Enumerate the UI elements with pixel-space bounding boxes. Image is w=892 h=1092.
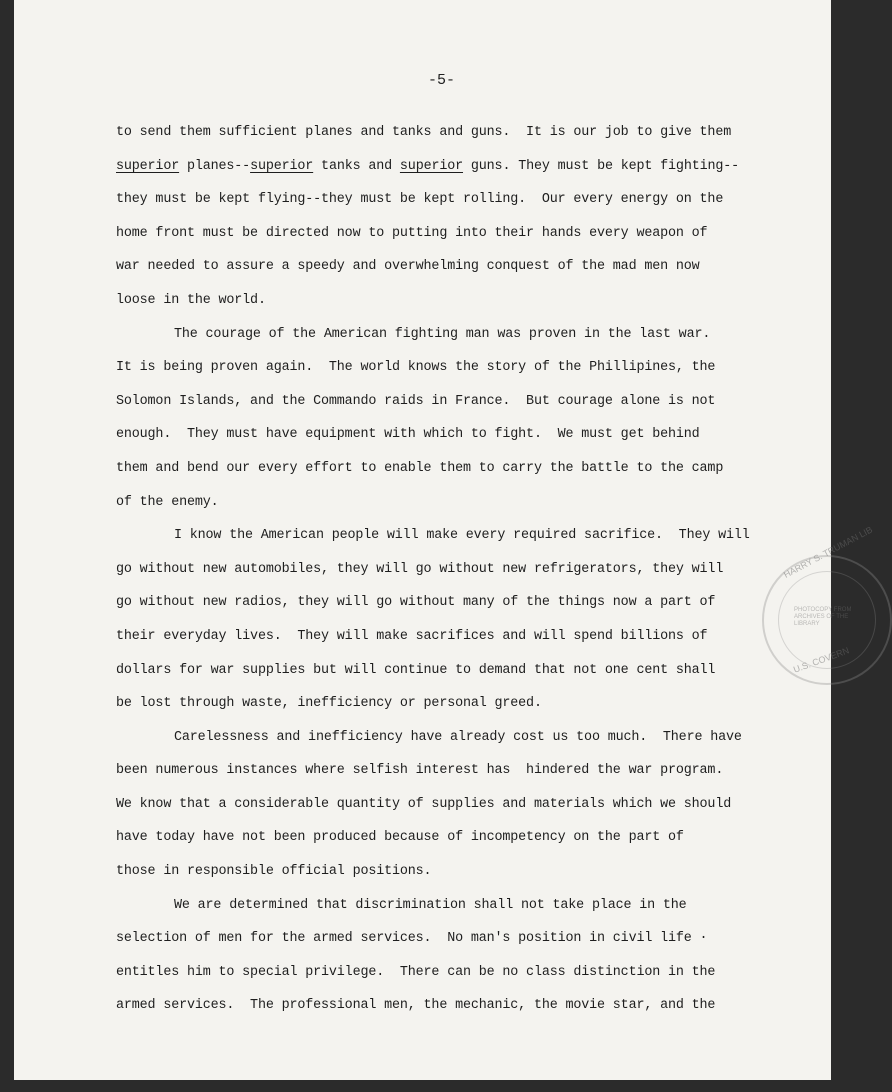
line-text: It is being proven again. The world knows the story of the Phillipines, the <box>116 360 716 376</box>
text-line <box>116 586 828 620</box>
line-text: guns. They must be kept fighting-- <box>463 158 740 174</box>
line-text: We are determined that discrimination shall not take place in the <box>174 897 687 913</box>
line-text: those in responsible official positions. <box>116 864 432 880</box>
text-line <box>116 116 828 150</box>
line-text: dollars for war supplies but will continue to demand that not one cent shall <box>116 662 716 678</box>
line-text: Carelessness and inefficiency have already cost us too much. There have <box>174 729 742 745</box>
stamp-bottom-text: U.S. COVERN <box>792 645 851 675</box>
text-line <box>116 956 828 990</box>
text-line <box>116 821 828 855</box>
text-line <box>116 620 828 654</box>
line-text: enough. They must have equipment with which to fight. We must get behind <box>116 427 700 443</box>
stamp-top-text: HARRY S. TRUMAN LIB <box>782 524 875 580</box>
line-text: planes-- <box>179 158 251 174</box>
line-text: armed services. The professional men, the mechanic, the movie star, and the <box>116 998 716 1014</box>
paragraph <box>116 721 828 889</box>
text-line <box>116 351 828 385</box>
underlined-word: superior <box>250 158 314 174</box>
paragraph <box>116 519 828 721</box>
line-text: war needed to assure a speedy and overwhelming conquest of the mad men now <box>116 259 700 275</box>
line-text: tanks and <box>313 158 400 174</box>
text-line <box>116 721 828 755</box>
text-line <box>116 855 828 889</box>
line-text: be lost through waste, inefficiency or personal greed. <box>116 696 542 712</box>
line-text: of the enemy. <box>116 494 219 510</box>
text-line <box>116 217 828 251</box>
line-text: entitles him to special privilege. There can be no class distinction in the <box>116 964 716 980</box>
text-line <box>116 452 828 486</box>
line-text: go without new automobiles, they will go without new refrigerators, they will <box>116 561 724 577</box>
text-line <box>116 183 828 217</box>
line-text: they must be kept flying--they must be kept rolling. Our every energy on the <box>116 192 724 208</box>
text-line <box>116 519 828 553</box>
line-text: selection of men for the armed services. No man's position in civil life · <box>116 931 708 947</box>
paragraph <box>116 318 828 520</box>
paragraph <box>116 889 828 1023</box>
document-page <box>14 0 875 1080</box>
line-text: home front must be directed now to putting into their hands every weapon of <box>116 225 708 241</box>
text-line <box>116 284 828 318</box>
library-stamp <box>762 524 892 685</box>
text-line <box>116 318 828 352</box>
underlined-word: superior <box>399 158 464 174</box>
line-text: Solomon Islands, and the Commando raids in France. But courage alone is not <box>116 393 716 409</box>
text-line <box>116 486 828 520</box>
text-line <box>116 654 828 688</box>
line-text: The courage of the American fighting man was proven in the last war. <box>174 326 711 342</box>
line-text: We know that a considerable quantity of supplies and materials which we should <box>116 796 732 812</box>
text-line <box>116 553 828 587</box>
line-text: go without new radios, they will go without many of the things now a part of <box>116 595 716 611</box>
line-text: been numerous instances where selfish interest has hindered the war program. <box>116 763 724 779</box>
text-line <box>116 150 828 184</box>
text-line <box>116 754 828 788</box>
text-line <box>116 418 828 452</box>
line-text: their everyday lives. They will make sacrifices and will spend billions of <box>116 628 708 644</box>
line-text: them and bend our every effort to enable them to carry the battle to the camp <box>116 460 724 476</box>
text-line <box>116 922 828 956</box>
text-line <box>116 989 828 1023</box>
paragraph <box>116 116 828 318</box>
text-line <box>116 687 828 721</box>
text-line <box>116 250 828 284</box>
speech-body <box>116 116 828 1023</box>
page-number: -5- <box>428 72 456 89</box>
stamp-middle-text: PHOTOCOPY FROM ARCHIVES OF THE LIBRARY <box>794 607 852 627</box>
line-text: have today have not been produced because of incompetency on the part of <box>116 830 684 846</box>
text-line <box>116 889 828 923</box>
line-text: loose in the world. <box>116 292 266 308</box>
line-text: to send them sufficient planes and tanks and guns. It is our job to give them <box>116 125 732 140</box>
text-line <box>116 385 828 419</box>
underlined-word: superior <box>116 158 180 174</box>
text-line <box>116 788 828 822</box>
line-text: I know the American people will make every required sacrifice. They will <box>174 528 750 544</box>
